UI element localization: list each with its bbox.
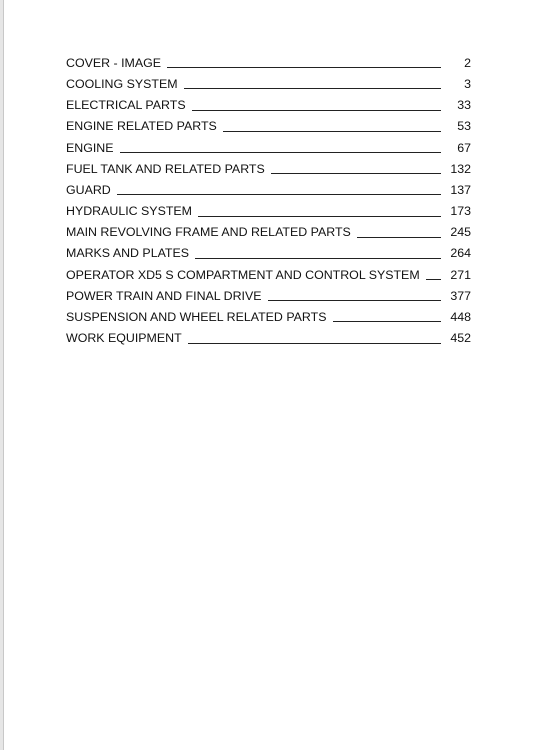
toc-entry-page: 452 [450, 331, 471, 346]
toc-entry-label: MARKS AND PLATES [66, 246, 190, 261]
toc-entry-label: ENGINE [66, 140, 114, 155]
toc-entry-label: WORK EQUIPMENT [66, 331, 182, 346]
toc-leader-line [268, 300, 441, 301]
toc-entry-page: 53 [457, 119, 471, 134]
toc-entry[interactable] [66, 242, 471, 263]
toc-entry[interactable] [66, 263, 471, 284]
toc-entry[interactable] [66, 157, 471, 178]
toc-leader-line [357, 237, 441, 238]
document-page [3, 0, 533, 750]
toc-entry-label: SUSPENSION AND WHEEL RELATED PARTS [66, 310, 327, 325]
toc-entry-label: GUARD [66, 182, 111, 197]
toc-entry-page: 377 [450, 288, 471, 303]
toc-entry-page: 173 [450, 204, 471, 219]
toc-entry-label: COOLING SYSTEM [66, 76, 178, 91]
toc-entry-page: 137 [450, 182, 471, 197]
toc-entry-page: 264 [450, 246, 471, 261]
toc-entry-label: FUEL TANK AND RELATED PARTS [66, 161, 265, 176]
toc-entry-label: OPERATOR XD5 S COMPARTMENT AND CONTROL SYSTEM [66, 267, 420, 282]
toc-entry-page: 3 [464, 76, 471, 91]
toc-entry[interactable] [66, 178, 471, 199]
toc-leader-line [117, 194, 441, 195]
toc-entry[interactable] [66, 115, 471, 136]
toc-entry[interactable] [66, 51, 471, 72]
toc-entry-label: ELECTRICAL PARTS [66, 98, 186, 113]
toc-leader-line [271, 173, 441, 174]
toc-entry-label: HYDRAULIC SYSTEM [66, 204, 192, 219]
toc-entry-page: 2 [464, 55, 471, 70]
toc-entry-page: 33 [457, 98, 471, 113]
toc-leader-line [167, 67, 441, 68]
table-of-contents [66, 51, 471, 348]
toc-leader-line [333, 321, 442, 322]
toc-entry-label: POWER TRAIN AND FINAL DRIVE [66, 288, 262, 303]
toc-entry-label: MAIN REVOLVING FRAME AND RELATED PARTS [66, 225, 351, 240]
toc-entry[interactable] [66, 72, 471, 93]
toc-leader-line [192, 110, 441, 111]
toc-entry[interactable] [66, 221, 471, 242]
toc-leader-line [195, 258, 441, 259]
toc-entry-label: ENGINE RELATED PARTS [66, 119, 217, 134]
toc-entry[interactable] [66, 326, 471, 347]
toc-entry-page: 448 [450, 310, 471, 325]
toc-entry[interactable] [66, 93, 471, 114]
toc-entry-page: 132 [450, 161, 471, 176]
toc-entry[interactable] [66, 305, 471, 326]
toc-entry[interactable] [66, 199, 471, 220]
toc-entry-page: 245 [450, 225, 471, 240]
toc-entry[interactable] [66, 136, 471, 157]
toc-leader-line [120, 152, 441, 153]
toc-leader-line [223, 131, 441, 132]
toc-entry-label: COVER - IMAGE [66, 55, 162, 70]
toc-leader-line [188, 343, 441, 344]
toc-entry-page: 67 [457, 140, 471, 155]
toc-leader-line [184, 88, 441, 89]
toc-entry[interactable] [66, 284, 471, 305]
toc-leader-line [198, 216, 441, 217]
toc-entry-page: 271 [450, 267, 471, 282]
toc-leader-line [426, 279, 441, 280]
